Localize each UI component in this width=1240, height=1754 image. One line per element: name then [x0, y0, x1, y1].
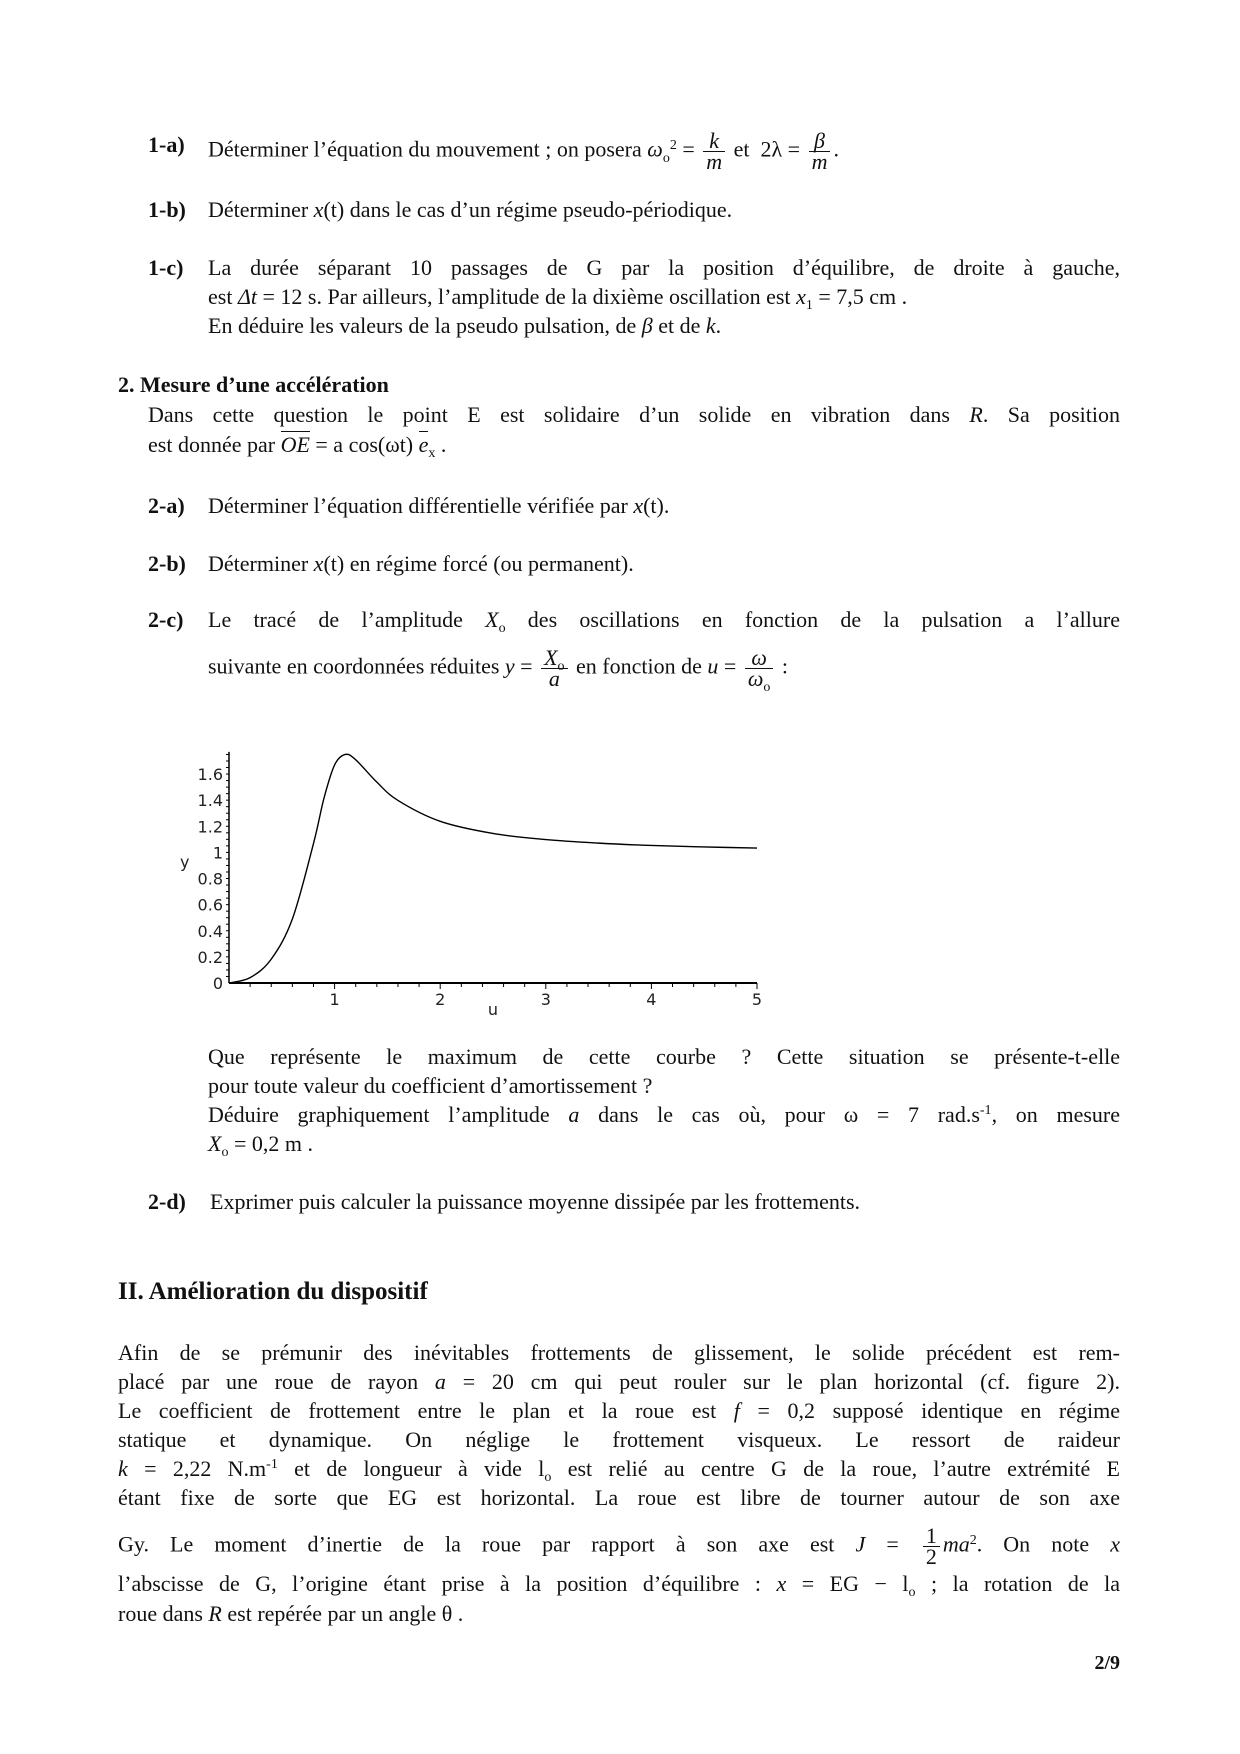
text: est: [208, 284, 238, 309]
question-label-2d: 2-d): [148, 1189, 186, 1214]
question-2b: [208, 550, 634, 578]
math: x: [796, 284, 806, 309]
question-2a: [208, 492, 669, 520]
x-tick-label: 2: [435, 990, 446, 1009]
text: des oscillations en fonction de la pulsation a l’allure: [505, 607, 1120, 632]
text: roue dans: [118, 1601, 209, 1626]
math: X: [208, 1131, 222, 1156]
y-tick-label: 0: [212, 974, 223, 993]
denominator: a: [548, 666, 560, 691]
math: ω: [747, 666, 764, 691]
denominator: m: [706, 149, 723, 174]
x-tick-label: 4: [646, 990, 657, 1009]
text: , on mesure: [991, 1102, 1121, 1127]
math-sub: o: [763, 680, 771, 695]
text: et de longueur à vide l: [277, 1456, 545, 1481]
math: x: [313, 197, 324, 222]
para-line-1: Afin de se prémunir des inévitables frottements de glissement, le solide précédent est rem-: [118, 1340, 1120, 1365]
text: . Sa position: [982, 402, 1120, 427]
text: . On note: [976, 1531, 1111, 1557]
question-1c-line-1: La durée séparant 10 passages de G par la position d’équilibre, de droite à gauche,: [208, 255, 1120, 280]
math: J: [855, 1531, 866, 1557]
text: Dans cette question le point E est solidaire d’un solide en vibration dans: [148, 402, 970, 427]
denominator: [745, 666, 774, 695]
math: a: [568, 1102, 580, 1127]
series-line-y: [229, 754, 757, 983]
question-1b: [208, 196, 732, 224]
fraction-beta-over-m: [809, 128, 831, 174]
para-line-5: [118, 1455, 1120, 1483]
text: Le coefficient de frottement entre le plan et la roue est: [118, 1398, 734, 1423]
math-sub: o: [498, 621, 506, 636]
para-line-6: étant fixe de sorte que EG est horizontal. La roue est libre de tourner autour de son axe: [118, 1485, 1120, 1510]
y-tick-label: 0.6: [197, 895, 223, 915]
question-2c-line-2: [208, 645, 788, 695]
question-label-2a: 2-a): [148, 493, 185, 518]
y-tick-label: 1.2: [197, 817, 223, 837]
text: et: [733, 136, 750, 162]
math: =: [718, 653, 742, 679]
math: k: [118, 1456, 128, 1481]
y-tick-label: 1.6: [197, 765, 223, 785]
numerator: β: [809, 131, 831, 152]
question-1c-line-2: [208, 283, 907, 311]
text: = 12 s. Par ailleurs, l’amplitude de la dixième oscillation est: [256, 284, 797, 309]
math: (t): [323, 197, 345, 222]
text: = 20 cm qui peut rouler sur le plan horizontal (cf. figure 2).: [445, 1369, 1120, 1394]
text: Déterminer l’équation du mouvement ; on posera: [208, 136, 642, 162]
numerator: 1: [923, 1526, 940, 1547]
math-sub: o: [221, 1145, 229, 1160]
question-label-1c: 1-c): [148, 255, 184, 280]
question-2c-after-line-4: [208, 1130, 313, 1158]
text: est repérée par un angle θ .: [221, 1601, 464, 1626]
math: u: [707, 653, 719, 679]
math: x: [1110, 1531, 1120, 1557]
math-sub: 1: [805, 298, 813, 313]
text: Déterminer: [208, 197, 314, 222]
math-sup: -1: [266, 1457, 278, 1472]
math-sub: o: [908, 1585, 916, 1600]
math-sub: x: [428, 446, 436, 461]
text: = 0,2 m .: [228, 1131, 313, 1156]
question-label-1b: 1-b): [148, 197, 186, 222]
section-2-line-1: [148, 401, 1120, 429]
math: = a cos(ωt): [309, 432, 419, 457]
math: x: [313, 551, 324, 576]
text: est donnée par: [148, 432, 281, 457]
fraction-omega-over-omega0: [745, 645, 774, 695]
math: X: [544, 645, 558, 670]
math-sup: -1: [979, 1103, 992, 1118]
y-tick-label: 1.4: [197, 791, 223, 811]
math: ma: [942, 1531, 970, 1557]
text: placé par une roue de rayon: [118, 1369, 435, 1394]
text: en fonction de: [570, 653, 708, 679]
question-1a: [208, 128, 839, 174]
numerator: ω: [745, 648, 774, 669]
section-II-title: II. Amélioration du dispositif: [118, 1278, 428, 1305]
fraction-X0-over-a: [541, 645, 567, 691]
math: =: [514, 653, 539, 679]
question-label-2c: 2-c): [148, 607, 184, 632]
math: (t): [323, 551, 345, 576]
text: .: [663, 493, 670, 518]
math: (t): [643, 493, 664, 518]
text: .: [435, 432, 447, 457]
resonance-chart: [180, 735, 780, 1020]
question-2c-line-1: [208, 606, 1120, 634]
text: = 0,2 supposé identique en régime: [739, 1398, 1120, 1423]
math: =: [865, 1531, 920, 1557]
y-tick-label: 1: [212, 843, 223, 863]
vector-OE: OE: [280, 432, 310, 457]
text: Le tracé de l’amplitude: [208, 607, 486, 632]
x-tick-label: 5: [751, 990, 763, 1009]
text: et de: [652, 313, 706, 338]
para-line-3: [118, 1397, 1120, 1425]
para-line-8: [118, 1570, 1120, 1598]
question-2c-after-line-2: pour toute valeur du coefficient d’amortissement ?: [208, 1073, 653, 1098]
text: .: [715, 313, 722, 338]
text: en régime forcé (ou permanent).: [344, 551, 634, 576]
text: dans le cas où, pour ω = 7 rad.s: [579, 1102, 980, 1127]
y-axis-label: y: [180, 852, 190, 872]
math-sub: o: [544, 1470, 552, 1485]
math: y: [504, 653, 515, 679]
vector-ex: e: [418, 432, 429, 457]
text: En déduire les valeurs de la pseudo pulsation, de: [208, 313, 642, 338]
math: x: [776, 1571, 787, 1596]
math-sub: o: [662, 150, 670, 166]
math: R: [208, 1601, 222, 1626]
question-2d: Exprimer puis calculer la puissance moyenne dissipée par les frottements.: [210, 1189, 861, 1214]
question-2c-after-line-3: [208, 1101, 1120, 1129]
text: = 2,22 N.m: [127, 1456, 267, 1481]
text: :: [776, 653, 788, 679]
text: Déduire graphiquement l’amplitude: [208, 1102, 569, 1127]
text: = 7,5 cm .: [812, 284, 908, 309]
denominator: m: [811, 149, 828, 174]
y-tick-label: 0.4: [197, 921, 223, 941]
numerator: k: [703, 131, 725, 152]
math: R: [969, 402, 983, 427]
section-2-title: 2. Mesure d’une accélération: [118, 372, 389, 397]
text: ; la rotation de la: [915, 1571, 1121, 1596]
math: f: [733, 1398, 740, 1423]
text: Déterminer l’équation différentielle vérifiée par: [208, 493, 634, 518]
para-line-9: [118, 1600, 463, 1628]
math: x: [633, 493, 644, 518]
y-tick-label: 0.8: [197, 869, 223, 889]
y-tick-label: 0.2: [197, 947, 223, 967]
x-tick-label: 3: [540, 990, 551, 1009]
math: a: [434, 1369, 446, 1394]
math-sub: o: [557, 659, 565, 674]
para-line-7: [118, 1523, 1120, 1569]
math: X: [485, 607, 499, 632]
text: = EG − l: [786, 1571, 909, 1596]
text: Déterminer: [208, 551, 314, 576]
question-label-2b: 2-b): [148, 551, 186, 576]
math-eq: =: [676, 136, 701, 162]
text: l’abscisse de G, l’origine étant prise à la position d’équilibre :: [118, 1571, 777, 1596]
fraction-k-over-m: [703, 128, 725, 174]
denominator: 2: [925, 1544, 937, 1569]
fraction-one-half: [923, 1523, 940, 1569]
text: .: [833, 136, 839, 162]
text: Gy. Le moment d’inertie de la roue par rapport à son axe est: [118, 1531, 856, 1557]
math: Δt: [237, 284, 257, 309]
math-omega: ω: [647, 136, 663, 162]
para-line-2: [118, 1368, 1120, 1396]
question-1c-line-3: [208, 312, 721, 340]
section-2-line-2: [148, 431, 446, 459]
question-2c-after-line-1: Que représente le maximum de cette courbe ? Cette situation se présente-t-elle: [208, 1044, 1120, 1069]
text: dans le cas d’un régime pseudo-périodique.: [344, 197, 733, 222]
text: est relié au centre G de la roue, l’autre extrémité E: [551, 1456, 1120, 1481]
math: β: [641, 313, 653, 338]
math-sup: 2: [669, 137, 677, 153]
question-label-1a: 1-a): [148, 132, 185, 157]
x-tick-label: 1: [329, 990, 340, 1009]
para-line-4: statique et dynamique. On néglige le frottement visqueux. Le ressort de raideur: [118, 1427, 1120, 1452]
x-axis-label: u: [487, 1000, 499, 1019]
text: suivante en coordonnées réduites: [208, 653, 505, 679]
page-number: 2/9: [1094, 1652, 1120, 1674]
math: k: [705, 313, 716, 338]
math-sup: 2: [969, 1532, 977, 1548]
math: 2λ =: [760, 136, 806, 162]
